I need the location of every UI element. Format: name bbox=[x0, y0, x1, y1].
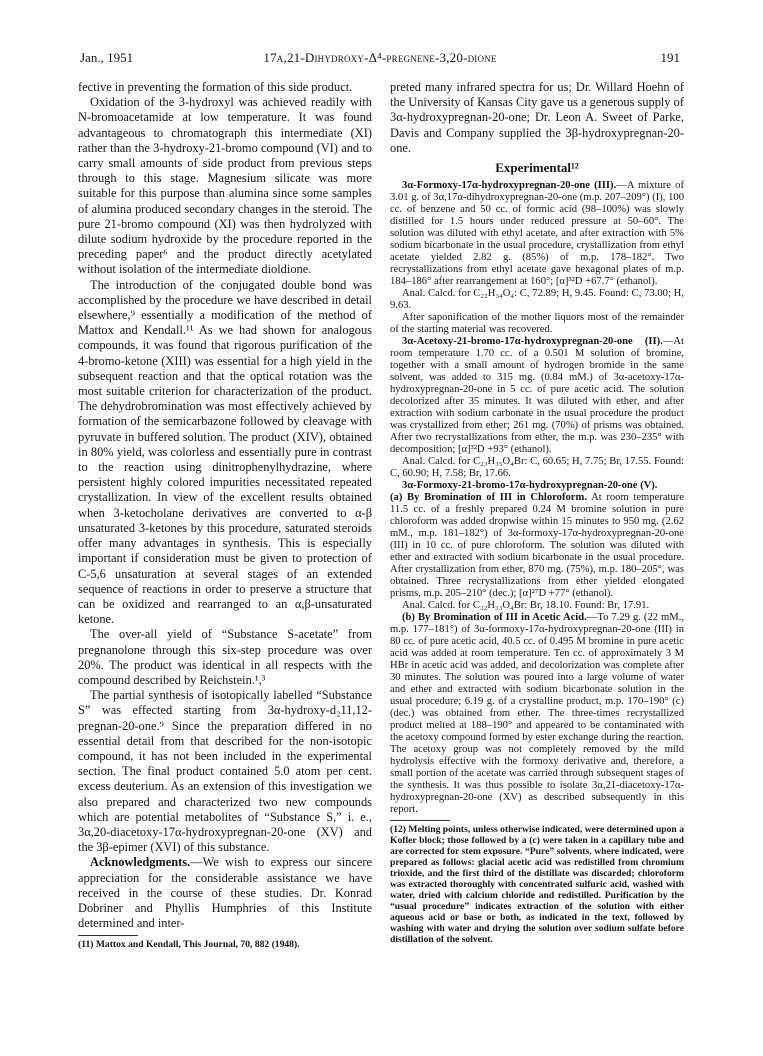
acknowledgments-heading: Acknowledgments. bbox=[90, 855, 191, 870]
paragraph-continued-right: preted many infrared spectra for us; Dr. Willard Hoehn of the University of Kansas City gave us a generous supply of 3α-hydroxypregnan-20-one; Dr. Leon A. Sweet of Parke, Davis and Company supplied the 3β-hydroxypregnan-20-one. bbox=[390, 80, 684, 155]
analysis-formoxy-bromo: Anal. Calcd. for C₂₂H₃₃O₄Br: Br, 18.10. Found: Br, 17.91. bbox=[402, 600, 650, 612]
experiment-bromination-chloroform bbox=[390, 492, 684, 600]
footnote-12: (12) Melting points, unless otherwise indicated, were determined upon a Kofler block; those followed by a (c) were taken in a capillary tube and are corrected for stem exposure. “Pure” solvents, where indicated, were prepared as follows: glacial acetic acid was redistilled from chromium trioxide, and the first third of the distillate was discarded; chloroform was extracted thoroughly with concentrated sulfuric acid, washed with water, dried with calcium chloride and redistilled. Purification by the “usual procedure” indicates extraction of the solution with either aqueous acid or base or both, as indicated in the text, followed by washing with water and drying the solution over sodium sulfate before distillation of the solvent. bbox=[390, 824, 684, 946]
bromination-chloroform-text: At room temperature 11.5 cc. of a freshly prepared 0.24 M bromine solution in pure chloroform was added dropwise within 15 minutes to 950 mg. (2.62 mM., m.p. 181–182°) of 3α-formoxy-17α-hydroxypregnan-20-one (III) in 10 cc. of pure chloroform. The solution was diluted with ether and extracted with sodium bicarbonate in the usual procedure. After crystallization from ether, 870 mg. (75%), m.p. 180–205°, was obtained. Three recrystallizations from ether yielded elongated prisms, m.p. 205–210° (dec.); [α]²⁷D +77° (ethanol). bbox=[390, 492, 684, 600]
bromination-acetic-heading: (b) By Bromination of III in Acetic Acid. bbox=[402, 612, 587, 624]
page-number: 191 bbox=[660, 50, 680, 65]
paragraph-continued: fective in preventing the formation of this side product. bbox=[78, 80, 353, 94]
right-column bbox=[390, 80, 684, 945]
left-column bbox=[78, 80, 372, 950]
experiment-bromination-acetic bbox=[390, 612, 684, 816]
bromination-chloroform-heading: (a) By Bromination of III in Chloroform. bbox=[390, 492, 587, 504]
header-title: 17α,21-Dihydroxy-Δ⁴-pregnene-3,20-dione bbox=[263, 50, 497, 65]
footnote-divider bbox=[78, 935, 138, 936]
acknowledgments-text: —We wish to express our sincere appreciation for the considerable assistance we have received in the course of these studies. Dr. Konrad Dobriner and Phyllis Humphries of this Institute determined and inter- bbox=[78, 855, 372, 931]
footnote-11: (11) Mattox and Kendall, This Journal, 70, 882 (1948). bbox=[78, 939, 300, 951]
paragraph-acknowledgments bbox=[78, 855, 372, 931]
section-title-experimental: Experimental¹² bbox=[495, 160, 579, 176]
experiment-acetoxy-bromo bbox=[390, 336, 684, 456]
experiment-formoxy-bromo-heading: 3α-Formoxy-21-bromo-17α-hydroxypregnan-20-one (V). bbox=[402, 480, 658, 492]
bromination-acetic-text: —To 7.29 g. (22 mM., m.p. 177–181°) of 3α-formoxy-17α-hydroxypregnan-20-one (III) in 80 cc. of pure acetic acid, 40.5 cc. of 0.495 M bromine in pure acetic acid was added at room temperature. Ten cc. of approximately 3 M HBr in acetic acid was added, and decolorization was complete after 30 minutes. The solution was poured into a large volume of water and ether and extracted with sodium bicarbonate solution in the usual procedure; 6.19 g. of a crystalline product, m.p. 170–190° (c) (dec.) was obtained from ether. The three-times recrystallized product melted at 188–190° and appeared to be contaminated with the acetoxy compound formed by ester exchange during the reaction. The acetoxy group was not completely removed by the mild hydrolysis effective with the formoxy derivative and, therefore, a small portion of the acetate was carried through subsequent stages of the synthesis. It was thus possible to isolate 3α,21-diacetoxy-17α-hydroxypregnan-20-one (XV) as described subsequently in this report. bbox=[390, 612, 684, 816]
footnote-divider-right bbox=[390, 820, 450, 821]
analysis-acetoxy-bromo: Anal. Calcd. for C₂₃H₃₅O₄Br: C, 60.65; H, 7.75; Br, 17.55. Found: C, 60.90; H, 7.58; Br, 17.66. bbox=[390, 456, 684, 480]
experiment-formoxy bbox=[390, 180, 684, 288]
header-date: Jan., 1951 bbox=[80, 50, 134, 65]
paragraph-isotopic: The partial synthesis of isotopically labelled “Substance S” was effected starting from 3α-hydroxy-d₂11,12-pregnan-20-one.⁹ Since the preparation differed in no essential detail from that described for the non-isotopic compound, it has not been included in the experimental section. The final product contained 5.0 atom per cent. excess deuterium. As an extension of this investigation we also prepared and characterized two new compounds which are potential metabolites of “Substance S,” i. e., 3α,20-diacetoxy-17α-hydroxypregnan-20-one (XV) and the 3β-epimer (XVI) of this substance. bbox=[78, 688, 372, 855]
paragraph-double-bond: The introduction of the conjugated double bond was accomplished by the procedure we have described in detail elsewhere,⁹ essentially a modification of the method of Mattox and Kendall.¹¹ As we had shown for analogous compounds, it was found that rigorous purification of the 4-bromo-ketone (XIII) was essential for a high yield in the subsequent reaction and that the optical rotation was the most suitable criterion for characterization of the product. The dehydrobromination was most effectively achieved by formation of the semicarbazone followed by cleavage with pyruvate in buffered solution. The product (XIV), obtained in 80% yield, was colorless and essentially pure in contrast to the reaction using dinitrophenylhydrazine, where persistent highly colored impurities necessitated repeated crystallization. In view of the excellent results obtained when 3-ketocholane derivatives are converted to α-β unsaturated 3-ketones by this procedure, saturated steroids offer many advantages in synthesis. This is especially important if consideration must be given to protection of C-5,6 unsaturation at several stages of an extended sequence of reactions in order to preserve a structure that can be oxidized and rearranged to an α,β-unsaturated ketone. bbox=[78, 277, 372, 627]
experiment-acetoxy-bromo-heading: 3α-Acetoxy-21-bromo-17α-hydroxypregnan-20-one (II). bbox=[402, 336, 663, 348]
paragraph-oxidation: Oxidation of the 3-hydroxyl was achieved readily with N-bromoacetamide at low temperature. It was found advantageous to chromatograph this intermediate (XI) rather than the 3-hydroxy-21-bromo compound (VI) and to carry small amounts of side product from previous steps through to this stage. Magnesium silicate was more suitable for this purpose than alumina since some samples of alumina produced secondary changes in the steroid. The pure 21-bromo compound (XI) was then hydrolyzed with dilute sodium hydroxide by the procedure reported in the preceding paper⁶ and the product directly acetylated without isolation of the intermediate dioldione. bbox=[78, 95, 372, 277]
running-header bbox=[80, 50, 680, 70]
paragraph-overall-yield: The over-all yield of “Substance S-acetate” from pregnanolone through this six-step procedure was over 20%. The product was identical in all respects with the compound described by Reichstein.¹,³ bbox=[78, 627, 372, 687]
analysis-formoxy: Anal. Calcd. for C₂₂H₃₄O₄: C, 72.89; H, 9.45. Found: C, 73.00; H, 9.63. bbox=[390, 288, 684, 312]
experiment-acetoxy-bromo-text: —At room temperature 1.70 cc. of a 0.501 M solution of bromine, together with a small amount of hydrogen bromide in the same solvent, was added to 315 mg. (0.84 mM.) of 3α-acetoxy-17α-hydroxypregnan-20-one in 5 cc. of pure acetic acid. The solution decolorized after 35 minutes. It was diluted with ether, and after extraction with sodium carbonate in the usual procedure the product was crystallized from ether; 261 mg. (70%) of prisms was obtained. After two recrystallizations from ether, the m.p. was 230–235° with decomposition; [α]³²D +93° (ethanol). bbox=[390, 336, 684, 456]
experiment-formoxy-heading: 3α-Formoxy-17α-hydroxypregnan-20-one (III). bbox=[402, 180, 617, 192]
experiment-formoxy-text: —A mixture of 3.01 g. of 3α,17α-dihydroxypregnan-20-one (m.p. 207–209°) (I), 100 cc. of benzene and 50 cc. of formic acid (98–100%) was slowly distilled for 1.5 hours under reduced pressure at 50–60°. The solution was diluted with ethyl acetate, and after extraction with 5% sodium bicarbonate in the usual procedure, crystallization from ethyl acetate yielded 2.82 g. (85%) of m.p. 178–182°. Two recrystallizations from ethyl acetate gave hexagonal plates of m.p. 184–186° after rearrangement at 160°; [α]³²D +67.7° (ethanol). bbox=[390, 180, 684, 288]
saponification-note: After saponification of the mother liquors most of the remainder of the starting material was recovered. bbox=[390, 312, 684, 336]
